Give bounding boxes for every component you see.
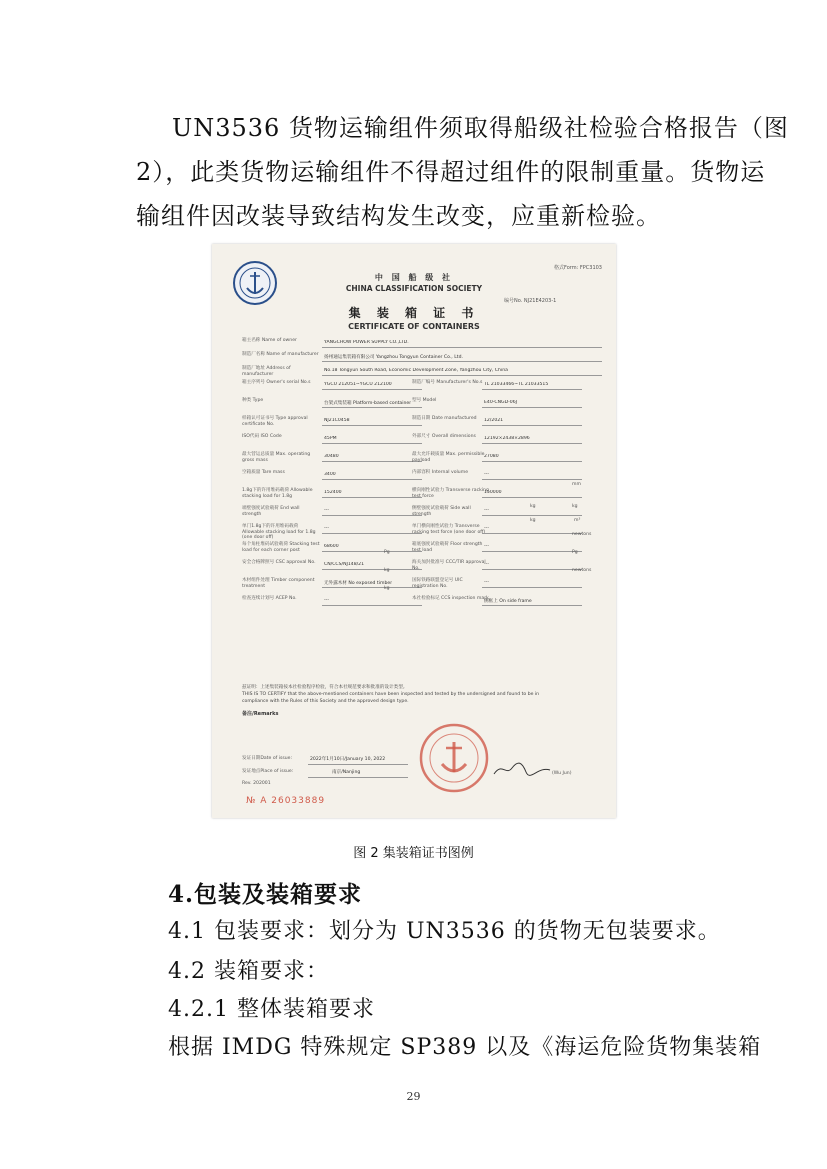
field-label: 内部容积 Internal volume xyxy=(412,470,469,475)
field-label: 最大允许载质量 Max. permissible payload xyxy=(412,452,485,463)
unit-label: kg xyxy=(384,568,390,573)
section-4-1: 4.1 包装要求：划分为 UN3536 的货物无包装要求。 xyxy=(168,919,721,944)
field-value: --- xyxy=(484,472,489,477)
field-label: 木材组件处理 Timber component treatment xyxy=(242,578,315,589)
field-value: 台架式集装箱 Platform-based container xyxy=(324,401,412,406)
unit-label: kg xyxy=(572,504,578,509)
unit-label: newtons xyxy=(572,568,592,573)
field-value: --- xyxy=(484,544,489,549)
society-name-cn: 中 国 船 级 社 xyxy=(374,273,454,282)
unit-label: Pg xyxy=(572,550,578,555)
figure-caption: 图 2 集装箱证书图例 xyxy=(353,846,474,861)
statement-en-1: THIS IS TO CERTIFY that the above-mentioned containers have been inspected and tested by the undersigned and found to be in xyxy=(242,692,540,697)
field-label: 单门横向刚性试验力 Transverse racking test force (one door off) xyxy=(412,524,486,535)
statement-en-2: compliance with the Rules of this Society and the approved design type. xyxy=(242,699,409,704)
field-value: 27080 xyxy=(484,454,499,459)
field-label: 1.8g下的许用堆码载荷 Allowable stacking load for 1.8g xyxy=(242,488,313,499)
intro-line-2: 2），此类货物运输组件不得超过组件的限制重量。货物运 xyxy=(136,158,766,186)
society-name-en: CHINA CLASSIFICATION SOCIETY xyxy=(345,284,483,293)
field-label: 箱底强度试验载荷 Floor strength test load xyxy=(412,542,483,553)
field-value: CN/CCS/NJ148/21 xyxy=(324,562,365,567)
field-value: 152400 xyxy=(324,490,342,495)
ccs-official-stamp-icon xyxy=(418,722,490,794)
field-label: 箱主序列号 Owner's serial No.s xyxy=(242,380,311,385)
field-value: --- xyxy=(484,562,489,567)
field-value: --- xyxy=(484,526,489,531)
field-value: YANGCHOW POWER SUPPLY CO.,LTD. xyxy=(324,340,409,345)
field-label: 本社检验标记 CCS inspection mark xyxy=(412,596,489,601)
field-label: 横向刚性试验力 Transverse racking test force xyxy=(412,488,489,499)
field-label: 型号 Model xyxy=(412,398,437,403)
field-value: 68600 xyxy=(324,544,339,549)
unit-label: kg xyxy=(530,518,536,523)
signatory-name: (Wu Jun) xyxy=(552,771,572,776)
field-value: --- xyxy=(324,526,329,531)
field-value: 3400 xyxy=(324,472,336,477)
field-value: 侧框上 On side frame xyxy=(484,599,532,604)
field-label: 侧壁强度试验载荷 Side wall strength xyxy=(412,506,471,517)
field-label: 每个角柱堆码试验载荷 Stacking test load for each corner post xyxy=(242,542,320,553)
place-of-issue-label: 发证地点Place of issue: xyxy=(242,769,294,774)
field-label: 制造厂编号 Manufacturer's No.s xyxy=(412,380,483,385)
field-value: 150000 xyxy=(484,490,502,495)
field-value: --- xyxy=(324,508,329,513)
field-value: --- xyxy=(484,508,489,513)
intro-line-3: 输组件因改装导致结构发生改变，应重新检验。 xyxy=(136,202,661,230)
field-label: 安全合格牌照号 CSC approval No. xyxy=(242,560,316,565)
field-value: YGCU 212051~YGCU 212100 xyxy=(324,382,392,387)
statement-cn: 兹证明：上述集装箱按本社检验程序检验，符合本社规范要求和批准的设计类型。 xyxy=(242,685,408,690)
revision: Rev. 202001 xyxy=(242,781,271,786)
field-label: 国际铁路联盟登记号 UIC registration No. xyxy=(412,578,463,589)
field-label: 箱主名称 Name of owner xyxy=(242,338,297,343)
certificate-number: 编号No. NJ21E4203-1 xyxy=(504,298,557,304)
unit-label: m³ xyxy=(574,518,581,523)
field-value: 无外露木材 No exposed timber xyxy=(324,581,393,586)
section-4-2-1: 4.2.1 整体装箱要求 xyxy=(168,997,375,1022)
page-number: 29 xyxy=(406,1090,421,1103)
certificate-heading-cn: 集 装 箱 证 书 xyxy=(348,306,480,320)
unit-label: newtons xyxy=(572,532,592,537)
issue-date-label: 发证日期Date of issue: xyxy=(242,756,293,761)
field-label: 空箱质量 Tare mass xyxy=(242,470,285,475)
field-value: --- xyxy=(484,580,489,585)
field-value: 扬州通运集装箱有限公司 Yangzhou Tongyun Container Co., Ltd. xyxy=(324,355,463,360)
field-label: ISO代码 ISO Code xyxy=(242,434,282,439)
unit-label: kg xyxy=(530,504,536,509)
field-label: 制造厂名称 Name of manufacturer xyxy=(242,352,319,357)
field-label: 端壁强度试验载荷 End wall strength xyxy=(242,506,300,517)
unit-label: kg xyxy=(384,586,390,591)
field-label: 制造厂地址 Address of manufacturer xyxy=(242,366,291,377)
field-label: 最大营运总质量 Max. operating gross mass xyxy=(242,452,311,463)
intro-paragraph xyxy=(136,106,789,238)
issue-date: 2022年1月10日/January 10, 2022 xyxy=(310,757,386,762)
field-label: 外部尺寸 Overall dimensions xyxy=(412,434,476,439)
field-value: 45PM xyxy=(324,436,337,441)
section-4-2: 4.2 装箱要求： xyxy=(168,959,329,984)
remarks-label: 备注/Remarks xyxy=(242,711,279,717)
field-value: 12192×2438×2896 xyxy=(484,436,530,441)
place-of-issue: 南京/Nanjing xyxy=(332,770,361,775)
field-value: TL 21033466~TL 21033515 xyxy=(484,382,549,387)
field-label: 制造日期 Date manufactured xyxy=(412,416,477,421)
field-value: No.18 Tongyun South Road, Economic Development Zone, Yangzhou City, China xyxy=(324,368,508,373)
section-4-paragraph: 根据 IMDG 特殊规定 SP389 以及《海运危险货物集装箱 xyxy=(168,1035,762,1060)
field-value: NJ21C0458 xyxy=(324,418,350,423)
field-label: 检查连续计划号 ACEP No. xyxy=(242,596,297,601)
field-value: 30480 xyxy=(324,454,339,459)
intro-line-1: UN3536 货物运输组件须取得船级社检验合格报告（图 xyxy=(172,114,789,142)
ccs-logo-icon xyxy=(232,260,278,306)
field-label: 种类 Type xyxy=(242,398,264,403)
certificate-image xyxy=(212,244,616,818)
unit-label: Pg xyxy=(384,550,390,555)
field-label: 海关加封批准号 CCC/TIR approval No. xyxy=(412,560,486,571)
field-label: 样箱认可证书号 Type approval certificate No. xyxy=(242,416,308,427)
certificate-heading-en: CERTIFICATE OF CONTAINERS xyxy=(348,322,480,331)
certificate-serial-number: № A 26033889 xyxy=(246,796,326,806)
section-4-heading: 4.包装及装箱要求 xyxy=(168,881,363,908)
unit-label: mm xyxy=(572,482,581,487)
signature-icon xyxy=(492,760,552,778)
field-value: 12/2021 xyxy=(484,418,504,423)
field-value: E40-CNGD-06J xyxy=(484,400,518,405)
form-number: 格式Form: FPC3103 xyxy=(554,265,602,271)
field-value: --- xyxy=(324,598,329,603)
field-label: 单门1.8g下的许用堆码载荷 Allowable stacking load for 1.8g (one door off) xyxy=(242,524,316,540)
